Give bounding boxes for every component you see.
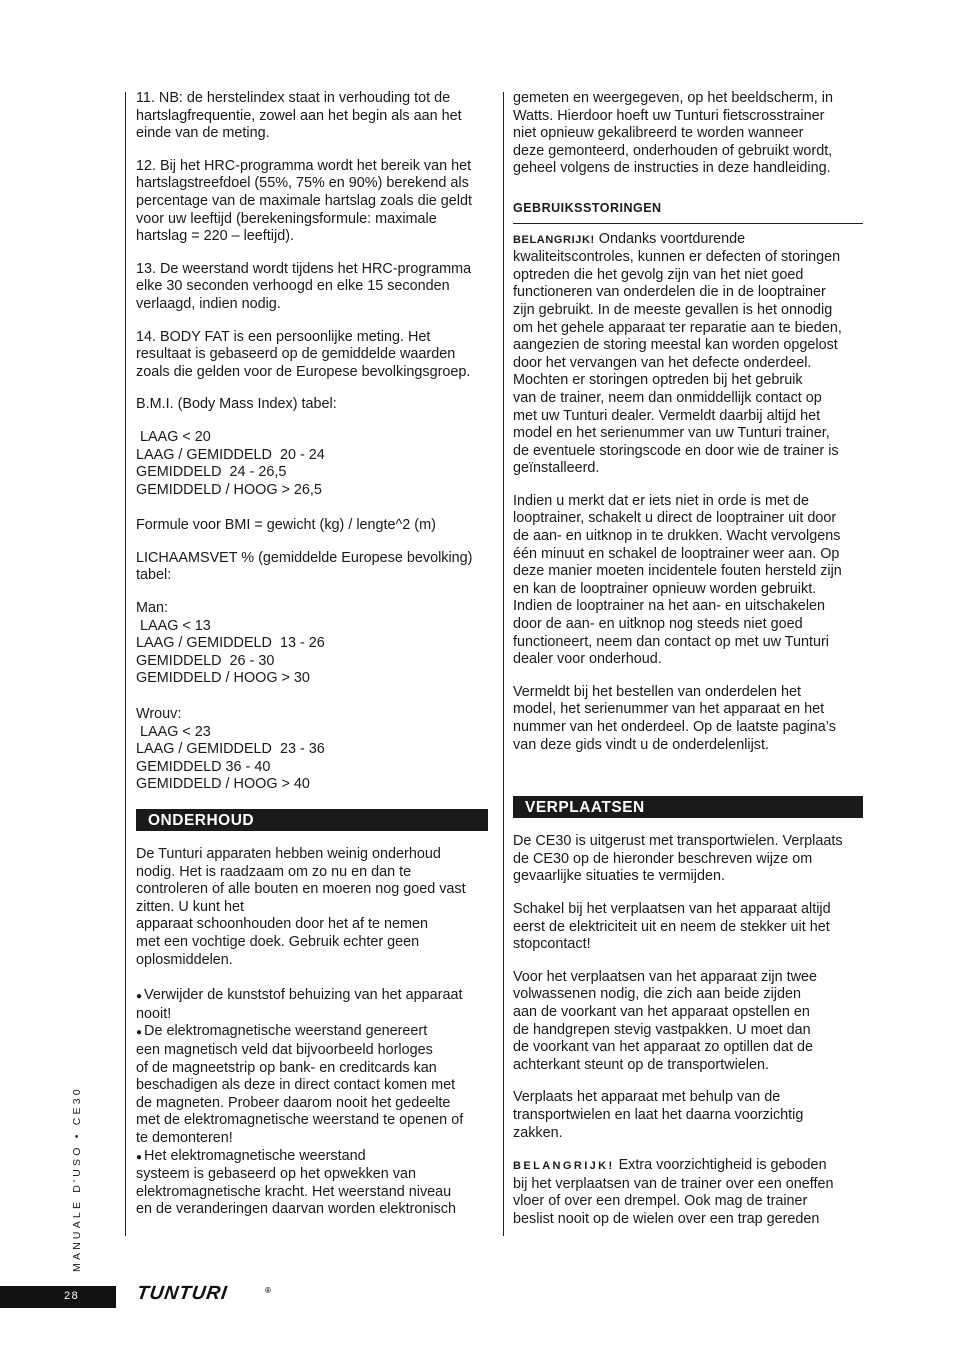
transport-caution-text: BELANGRIJK! Extra voorzichtigheid is geboden bij het verplaatsen van de trainer over een oneffen vloer of over een drempel. Ook mag de trainer beslist nooit op de wielen over een trap gereden <box>513 1157 834 1227</box>
registered-mark: ® <box>265 1286 271 1295</box>
fat-row: GEMIDDELD / HOOG > 40 <box>136 776 310 793</box>
bmi-formula: Formule voor BMI = gewicht (kg) / lengte^2 (m) <box>136 517 436 534</box>
bmi-row: GEMIDDELD 24 - 26,5 <box>136 464 287 481</box>
fat-row: LAAG / GEMIDDELD 23 - 36 <box>136 741 325 758</box>
section-header-onderhoud: ONDERHOUD <box>136 809 488 831</box>
fat-row: GEMIDDELD 36 - 40 <box>136 758 271 775</box>
bmi-row: GEMIDDELD / HOOG > 26,5 <box>136 481 322 498</box>
reset-instructions: Indien u merkt dat er iets niet in orde is met de looptrainer, schakelt u direct de looptrainer uit door de aan- en uitknop in te drukken. Wacht vervolgens één minuut en schakel de looptrainer weer aan. Op deze manier moeten incidentele fouten hersteld zijn en kan de looptrainer opnieuw worden gebruikt. Indien de looptrainer na het aan- en uitschakelen door de aan- en uitknop nog steeds niet goed functioneert, neem dan contact op met uw Tunturi dealer voor onderhoud. <box>513 492 842 668</box>
section-header-verplaatsen: VERPLAATSEN <box>513 796 863 818</box>
transport-power-warning: Schakel bij het verplaatsen van het apparaat altijd eerst de elektriciteit uit en neem de stekker uit het stopcontact! <box>513 900 831 953</box>
transport-lifting-text: Voor het verplaatsen van het apparaat zijn twee volwassenen nodig, die zich aan beide zijden aan de voorkant van het apparaat opstellen en de handgrepen stevig vastpakken. U moet dan de voorkant van het apparaat zo optillen dat de achterkant steunt op de transportwielen. <box>513 968 818 1073</box>
body-fat-woman-table <box>136 706 488 794</box>
bullet-item: ● Het elektromagnetische weerstand systeem is gebaseerd op het opwekken van elektromagnetische kracht. Het weerstand niveau en de veranderingen daarvan worden elektronisch <box>136 1147 457 1218</box>
bullet-item: ● Verwijder de kunststof behuizing van het apparaat nooit! <box>136 987 463 1022</box>
fat-row: GEMIDDELD / HOOG > 30 <box>136 670 310 687</box>
body-fat-man-table <box>136 600 488 688</box>
important-tag: BELANGRIJK! <box>513 1160 615 1173</box>
bmi-row: LAAG < 20 <box>136 428 211 445</box>
page-number-box <box>0 1286 116 1308</box>
bullet-item: ● De elektromagnetische weerstand genereert een magnetisch veld dat bijvoorbeeld horloges of de magneetstrip op bank- en creditcards kan beschadigen als deze in direct contact komen met de magneten. Probeer daarom nooit het gedeelte met de elektromagnetische weerstand te openen of te demonteren! <box>136 1023 464 1146</box>
left-column-rule <box>125 92 126 1236</box>
bmi-table-title: B.M.I. (Body Mass Index) tabel: <box>136 396 337 413</box>
parts-ordering-text: Vermeldt bij het bestellen van onderdelen het model, het serienummer van het apparaat en het nummer van het onderdeel. Op de laatste pagina’s van deze gids vindt u de onderdelenlijst. <box>513 683 836 753</box>
body-fat-table-title: LICHAAMSVET % (gemiddelde Europese bevolking) tabel: <box>136 549 473 584</box>
fat-row: LAAG < 13 <box>136 617 211 634</box>
important-tag: BELANGRIJK! <box>513 233 595 246</box>
malfunction-text: BELANGRIJK! Ondanks voortdurende kwaliteitscontroles, kunnen er defecten of storingen optreden die het gevolg zijn van het niet goed functioneren van onderdelen die in de looptrainer zijn gebruikt. In de meeste gevallen is het onnodig om het gehele apparaat ter reparatie aan te bieden, aangezien de storing meestal kan worden opgelost door het vervangen van het defecte onderdeel. Mochten er storingen optreden bij het gebruik van de trainer, neem dan onmiddellijk contact op met uw Tunturi dealer. Vermeldt daarbij altijd het model en het serienummer van uw Tunturi trainer, de eventuele storingscode en door wie de trainer is geïnstalleerd. <box>513 230 842 477</box>
note-14: 14. BODY FAT is een persoonlijke meting. Het resultaat is gebaseerd op de gemiddelde waarden zoals die gelden voor de Europese bevolkingsgroep. <box>136 328 471 380</box>
calibration-text: gemeten en weergegeven, op het beeldscherm, in Watts. Hierdoor hoeft uw Tunturi fietscrosstrainer niet opnieuw gekalibreerd te worden wanneer deze gemonteerd, onderhouden of gebruikt wordt, geheel volgens de instructies in deze handleiding. <box>513 90 834 177</box>
page-number: 28 <box>64 1290 80 1302</box>
bmi-row: LAAG / GEMIDDELD 20 - 24 <box>136 446 325 463</box>
left-column <box>136 90 488 1219</box>
tunturi-logo: TUNTURI <box>135 1283 229 1304</box>
fat-row: Wrouv: <box>136 706 182 723</box>
bmi-table <box>136 429 488 499</box>
fat-row: LAAG / GEMIDDELD 13 - 26 <box>136 635 325 652</box>
right-column-rule <box>503 92 504 1236</box>
fat-row: Man: <box>136 600 168 617</box>
fat-row: LAAG < 23 <box>136 723 211 740</box>
fat-row: GEMIDDELD 26 - 30 <box>136 652 275 669</box>
right-column <box>513 90 863 1243</box>
subheading-gebruiksstoringen: GEBRUIKSSTORINGEN <box>513 200 863 224</box>
bullet-dot-icon: ● <box>136 1027 143 1039</box>
transport-wheels-text: Verplaats het apparaat met behulp van de transportwielen en laat het daarna voorzichtig zakken. <box>513 1089 804 1141</box>
bullet-dot-icon: ● <box>136 1151 143 1163</box>
note-12: 12. Bij het HRC-programma wordt het bereik van het hartslagstreefdoel (55%, 75% en 90%) berekend als percentage van de maximale hartslag zoals die geldt voor uw leeftijd (berekeningsformule: maximale hartslag = 220 – leeftijd). <box>136 157 472 245</box>
bullet-dot-icon: ● <box>136 991 143 1003</box>
transport-intro: De CE30 is uitgerust met transportwielen. Verplaats de CE30 op de hieronder beschreven wijze om gevaarlijke situaties te vermijden. <box>513 833 843 885</box>
maintenance-intro: De Tunturi apparaten hebben weinig onderhoud nodig. Het is raadzaam om zo nu en dan te controleren of alle bouten en moeren nog goed vast zitten. U kunt het apparaat schoonhouden door het af te nemen met een vochtige doek. Gebruik echter geen oplosmiddelen. <box>136 846 466 968</box>
side-manual-label: MANUALE D'USO • CE30 <box>71 1086 83 1272</box>
note-13: 13. De weerstand wordt tijdens het HRC-programma elke 30 seconden verhoogd en elke 15 seconden verlaagd, indien nodig. <box>136 260 472 312</box>
note-11: 11. NB: de herstelindex staat in verhouding tot de hartslagfrequentie, zowel aan het begin als aan het einde van de meting. <box>136 90 462 142</box>
